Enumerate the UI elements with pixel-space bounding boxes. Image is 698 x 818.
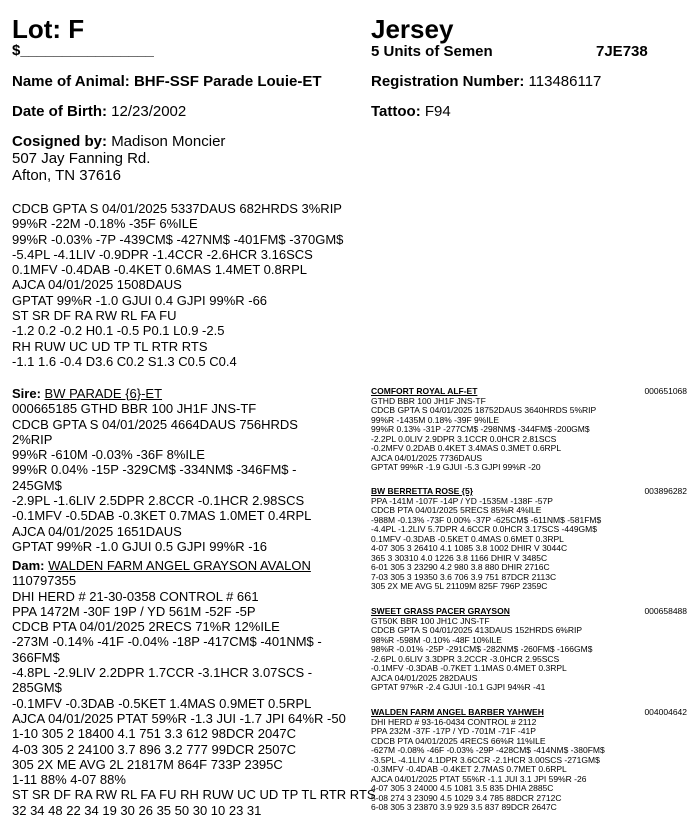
- animal-name-label: Name of Animal:: [12, 73, 130, 90]
- pedigree-id: 003896282: [644, 486, 687, 496]
- pedigree-line: 98%R -598M -0.10% -48F 10%ILE: [371, 634, 502, 645]
- dam-name: WALDEN FARM ANGEL GRAYSON AVALON: [48, 558, 311, 573]
- cosigned-block: [12, 133, 225, 184]
- pedigree-line: -4.4PL -1.2LIV 5.7DPR 4.6CCR 0.0HCR 3.17SCS -449GM$: [371, 524, 597, 534]
- genetics-line: GPTAT 99%R -1.0 GJUI 0.4 GJPI 99%R -66: [12, 292, 268, 308]
- breed-title: Jersey: [371, 14, 454, 44]
- stud-code: 7JE738: [596, 43, 648, 60]
- pedigree-line: -2.2PL 0.0LIV 2.9DPR 3.1CCR 0.0HCR 2.81SCS: [371, 433, 557, 444]
- pedigree-line: 365 3 30310 4.0 1226 3.8 1166 DHIR V 3485C: [371, 552, 548, 563]
- sire-line: -0.1MFV -0.5DAB -0.3KET 0.7MAS 1.0MET 0.4RPL: [12, 508, 312, 524]
- sire-line: CDCB GPTA S 04/01/2025 4664DAUS 756HRDS: [12, 416, 298, 432]
- pedigree-line: 305 2X ME AVG 5L 21109M 825F 796P 2359C: [371, 581, 548, 591]
- pedigree-id: 000658488: [644, 606, 687, 616]
- sire-label: Sire:: [12, 386, 41, 401]
- pedigree-line: GT50K BBR 100 JH1C JNS-TF: [371, 615, 490, 626]
- sire-line: AJCA 04/01/2025 1651DAUS: [12, 523, 182, 539]
- sire-line: 2%RIP: [12, 431, 53, 447]
- lot-label: Lot: F: [12, 14, 85, 44]
- pedigree-sire-dam: [371, 487, 687, 592]
- genetics-line: AJCA 04/01/2025 1508DAUS: [12, 277, 182, 293]
- genetics-line: -1.1 1.6 -0.4 D3.6 C0.2 S1.3 C0.5 C0.4: [12, 353, 237, 369]
- dam-line: -273M -0.14% -41F -0.04% -18P -417CM$ -401NM$ -: [12, 634, 322, 650]
- pedigree-line: -0.3MFV -0.4DAB -0.4KET 2.7MAS 0.7MET 0.6RPL: [371, 764, 567, 774]
- pedigree-line: 5-08 274 3 23090 4.5 1029 3.4 785 88DCR 2712C: [371, 792, 562, 803]
- dam-line: 305 2X ME AVG 2L 21817M 864F 733P 2395C: [12, 756, 283, 772]
- pedigree-line: CDCB GPTA S 04/01/2025 413DAUS 152HRDS 6%RIP: [371, 625, 583, 635]
- cosigned-label: Cosigned by:: [12, 133, 108, 150]
- dam-block: [12, 558, 376, 818]
- units-label: 5 Units of Semen: [371, 43, 493, 60]
- registration-label: Registration Number:: [371, 73, 525, 90]
- dam-line: 1-10 305 2 18400 4.1 751 3.3 612 98DCR 2047C: [12, 726, 297, 742]
- pedigree-line: -627M -0.08% -46F -0.03% -29P -428CM$ -414NM$ -380FM$: [371, 745, 605, 755]
- pedigree-line: 6-01 305 3 23290 4.2 980 3.8 880 DHIR 2716C: [371, 562, 550, 572]
- genetics-line: 0.1MFV -0.4DAB -0.4KET 0.6MAS 1.4MET 0.8RPL: [12, 262, 308, 278]
- dam-line: ST SR DF RA RW RL FA FU RH RUW UC UD TP TL RTR RTS: [12, 787, 376, 803]
- dob-value: 12/23/2002: [111, 103, 187, 120]
- dam-line: 110797355: [12, 573, 77, 589]
- dam-line: AJCA 04/01/2025 PTAT 59%R -1.3 JUI -1.7 JPI 64%R -50: [12, 710, 346, 726]
- pedigree-line: -3.5PL -4.1LIV 4.1DPR 3.6CCR -2.1HCR 3.00SCS -271GM$: [371, 754, 600, 765]
- sire-name: BW PARADE {6}-ET: [44, 386, 163, 401]
- tattoo-label: Tattoo:: [371, 103, 421, 120]
- pedigree-line: -988M -0.13% -73F 0.00% -37P -625CM$ -611NM$ -581FM$: [371, 514, 602, 525]
- genetics-line: -5.4PL -4.1LIV -0.9DPR -1.4CCR -2.6HCR 3.16SCS: [12, 246, 313, 262]
- pedigree-line: PPA 232M -37F -17P / YD -701M -71F -41P: [371, 726, 536, 736]
- pedigree-line: 6-08 305 3 23870 3.9 929 3.5 837 89DCR 2647C: [371, 802, 557, 812]
- genetics-line: -1.2 0.2 -0.2 H0.1 -0.5 P0.1 L0.9 -2.5: [12, 323, 225, 339]
- pedigree-line: AJCA 04/01/2025 PTAT 55%R -1.1 JUI 3.1 JPI 59%R -26: [371, 773, 587, 784]
- animal-name: BHF-SSF Parade Louie-ET: [133, 73, 322, 90]
- pedigree-line: 4-07 305 3 24000 4.5 1081 3.5 835 DHIA 2885C: [371, 783, 554, 793]
- dam-line: 1-11 88% 4-07 88%: [12, 772, 126, 788]
- sire-block: [12, 386, 311, 554]
- dam-line: 366FM$: [12, 649, 60, 665]
- pedigree-name: COMFORT ROYAL ALF-ET: [371, 386, 478, 396]
- genetics-line: 99%R -0.03% -7P -439CM$ -427NM$ -401FM$ -370GM$: [12, 231, 344, 247]
- pedigree-name: SWEET GRASS PACER GRAYSON: [371, 606, 510, 616]
- dam-line: DHI HERD # 21-30-0358 CONTROL # 661: [12, 588, 259, 604]
- pedigree-line: -2.6PL 0.6LIV 3.3DPR 3.2CCR -3.0HCR 2.95SCS: [371, 653, 560, 664]
- pedigree-name: BW BERRETTA ROSE {5}: [371, 486, 474, 496]
- dam-line: 32 34 48 22 34 19 30 26 35 50 30 10 23 31: [12, 802, 262, 818]
- pedigree-line: CDCB PTA 04/01/2025 4RECS 66%R 11%ILE: [371, 735, 546, 746]
- pedigree-name: WALDEN FARM ANGEL BARBER YAHWEH: [371, 707, 544, 717]
- genetics-line: RH RUW UC UD TP TL RTR RTS: [12, 338, 208, 354]
- cosigner-name: Madison Moncier: [111, 133, 226, 150]
- pedigree-sire-sire: [371, 387, 687, 473]
- animal-genetics: [12, 201, 343, 369]
- pedigree-line: 0.1MFV -0.3DAB -0.5KET 0.4MAS 0.6MET 0.3RPL: [371, 533, 564, 544]
- sire-line: 000665185 GTHD BBR 100 JH1F JNS-TF: [12, 401, 257, 417]
- pedigree-line: 99%R -1435M 0.18% -39F 9%ILE: [371, 414, 500, 425]
- genetics-line: ST SR DF RA RW RL FA FU: [12, 308, 177, 324]
- pedigree-line: CDCB PTA 04/01/2025 5RECS 85%R 4%ILE: [371, 505, 542, 515]
- pedigree-line: -0.2MFV 0.2DAB 0.4KET 3.4MAS 0.3MET 0.6RPL: [371, 443, 562, 453]
- pedigree-line: GPTAT 99%R -1.9 GJUI -5.3 GJPI 99%R -20: [371, 462, 541, 472]
- cosigner-address2: Afton, TN 37616: [12, 167, 121, 184]
- sire-line: -2.9PL -1.6LIV 2.5DPR 2.8CCR -0.1HCR 2.98SCS: [12, 493, 305, 509]
- sire-line: 245GM$: [12, 477, 62, 493]
- pedigree-dam-sire: [371, 607, 687, 693]
- pedigree-line: 7-03 305 3 19350 3.6 706 3.9 751 87DCR 2113C: [371, 571, 557, 582]
- dob-field: [12, 103, 186, 120]
- pedigree-line: AJCA 04/01/2025 7736DAUS: [371, 452, 483, 463]
- pedigree-id: 000651068: [644, 386, 687, 396]
- price-line: $________________: [12, 42, 154, 59]
- dam-line: -0.1MFV -0.3DAB -0.5KET 1.4MAS 0.9MET 0.5RPL: [12, 695, 312, 711]
- dob-label: Date of Birth:: [12, 103, 107, 120]
- sire-line: 99%R -610M -0.03% -36F 8%ILE: [12, 447, 205, 463]
- dam-line: CDCB PTA 04/01/2025 2RECS 71%R 12%ILE: [12, 619, 280, 635]
- pedigree-dam-dam: [371, 708, 687, 813]
- sire-line: 99%R 0.04% -15P -329CM$ -334NM$ -346FM$ -: [12, 462, 297, 478]
- genetics-line: CDCB GPTA S 04/01/2025 5337DAUS 682HRDS 3%RIP: [12, 201, 342, 216]
- registration-number: 113486117: [528, 73, 602, 90]
- dam-line: 4-03 305 2 24100 3.7 896 3.2 777 99DCR 2507C: [12, 741, 297, 757]
- genetics-line: 99%R -22M -0.18% -35F 6%ILE: [12, 216, 198, 232]
- animal-name-field: [12, 73, 322, 90]
- dam-line: -4.8PL -2.9LIV 2.2DPR 1.7CCR -3.1HCR 3.07SCS -: [12, 665, 313, 681]
- pedigree-line: GPTAT 97%R -2.4 GJUI -10.1 GJPI 94%R -41: [371, 682, 546, 692]
- dam-line: 285GM$: [12, 680, 62, 696]
- pedigree-line: AJCA 04/01/2025 282DAUS: [371, 672, 478, 683]
- pedigree-line: GTHD BBR 100 JH1F JNS-TF: [371, 395, 486, 406]
- pedigree-id: 004004642: [644, 707, 687, 717]
- tattoo-value: F94: [424, 103, 451, 120]
- pedigree-line: 98%R -0.01% -25P -291CM$ -282NM$ -260FM$ -166GM$: [371, 644, 593, 654]
- registration-field: [371, 73, 601, 90]
- pedigree-line: DHI HERD # 93-16-0434 CONTROL # 2112: [371, 716, 537, 727]
- pedigree-line: PPA -141M -107F -14P / YD -1535M -138F -57P: [371, 495, 553, 506]
- sire-line: GPTAT 99%R -1.0 GJUI 0.5 GJPI 99%R -16: [12, 538, 268, 554]
- dam-line: PPA 1472M -30F 19P / YD 561M -52F -5P: [12, 603, 256, 619]
- pedigree-line: 99%R 0.13% -31P -277CM$ -298NM$ -344FM$ -200GM$: [371, 424, 590, 434]
- cosigner-address1: 507 Jay Fanning Rd.: [12, 150, 151, 167]
- tattoo-field: [371, 103, 451, 120]
- pedigree-line: CDCB GPTA S 04/01/2025 18752DAUS 3640HRDS 5%RIP: [371, 405, 597, 415]
- pedigree-line: 4-07 305 3 26410 4.1 1085 3.8 1002 DHIR V 3044C: [371, 543, 568, 553]
- pedigree-line: -0.1MFV -0.3DAB -0.7KET 1.1MAS 0.4MET 0.3RPL: [371, 663, 567, 673]
- dam-label: Dam:: [12, 558, 45, 573]
